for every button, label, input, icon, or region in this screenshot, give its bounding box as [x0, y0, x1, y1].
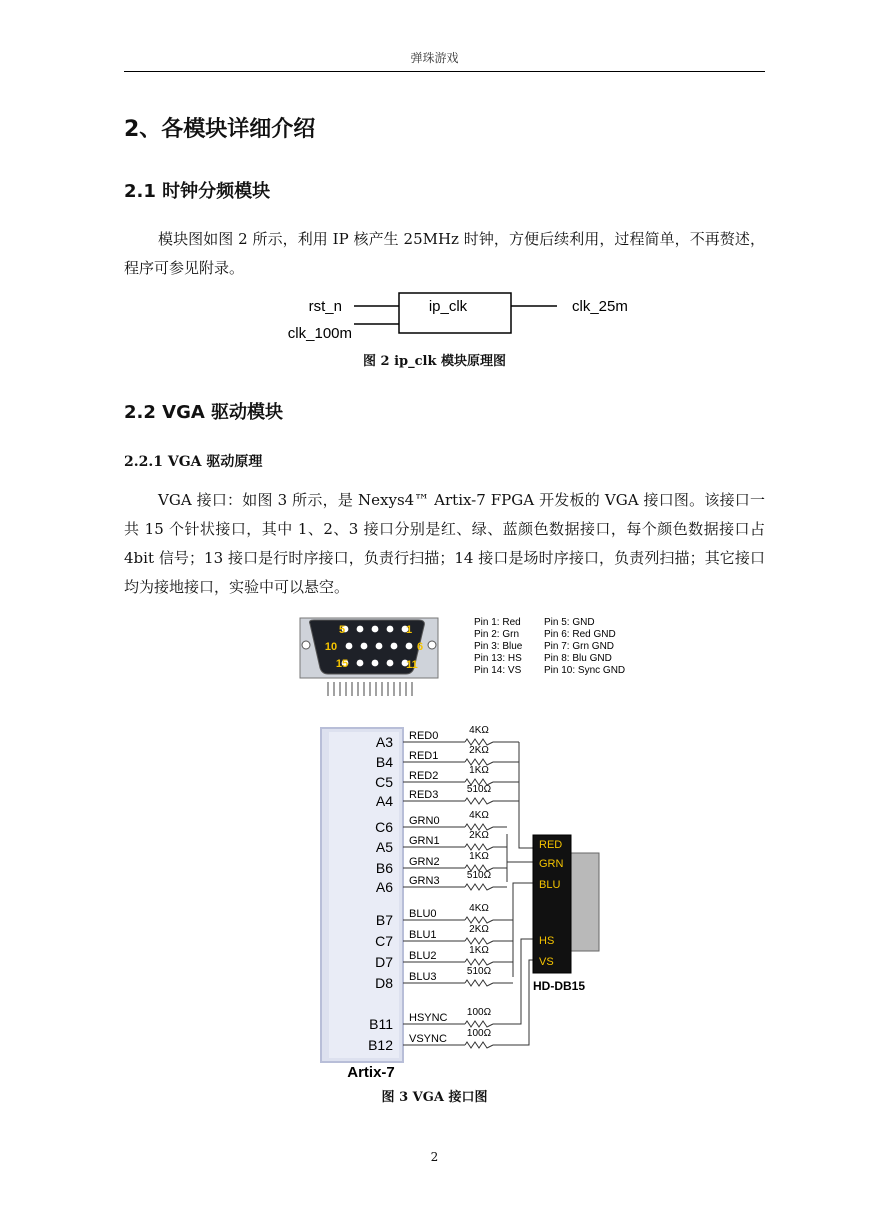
pin-hole: [387, 626, 394, 633]
pin-legend-left-3: Pin 3: Blue: [474, 641, 523, 652]
resistor-value: 510Ω: [466, 784, 492, 795]
fpga-pin-label: C6: [375, 819, 393, 835]
block-label: ip_clk: [428, 298, 468, 315]
pin-hole: [357, 626, 364, 633]
resistor-value: 100Ω: [466, 1007, 492, 1018]
ip-clk-diagram: [270, 288, 670, 348]
pin-hole: [346, 643, 353, 650]
resistor-value: 1KΩ: [469, 851, 489, 862]
pin-legend-right-2: Pin 6: Red GND: [544, 629, 616, 640]
fpga-pin-label: B4: [375, 754, 393, 770]
fpga-pin-label: B7: [375, 912, 393, 928]
pin-hole: [387, 660, 394, 667]
resistor-symbol: [465, 959, 493, 965]
resistor-value: 2KΩ: [469, 745, 489, 756]
net-label: GRN3: [409, 875, 440, 887]
pin-hole: [406, 643, 413, 650]
pin-legend-left-5: Pin 14: VS: [474, 665, 522, 676]
resistor-value: 2KΩ: [469, 924, 489, 935]
pin-number-6: 6: [416, 641, 424, 653]
connector-pin-blu: BLU: [539, 879, 561, 891]
running-header: 弹珠游戏: [410, 51, 459, 65]
vga-schematic: [315, 722, 615, 1087]
pin-legend-left-2: Pin 2: Grn: [474, 629, 520, 640]
pin-hole: [376, 643, 383, 650]
fpga-pin-label: A4: [375, 793, 393, 809]
pin-number-5: 5: [338, 624, 346, 636]
resistor-value: 100Ω: [466, 1028, 492, 1039]
resistor-symbol: [465, 980, 493, 986]
fpga-pin-label: B6: [375, 860, 393, 876]
resistor-symbol: [465, 1021, 493, 1027]
resistor-value: 4KΩ: [469, 903, 489, 914]
net-label: RED3: [409, 789, 439, 801]
fpga-pin-label: B12: [368, 1037, 393, 1053]
connector-pin-hs: HS: [539, 935, 555, 947]
pin-number-1: 1: [405, 624, 413, 636]
db15-shell: [571, 853, 599, 951]
input-label-clk: clk_100m: [287, 325, 352, 342]
pin-hole: [372, 660, 379, 667]
vga-connector-figure: [298, 610, 648, 700]
section-heading: 2、各模块详细介绍: [124, 117, 316, 142]
output-label: clk_25m: [572, 298, 628, 315]
net-label: GRN1: [409, 835, 440, 847]
connector-label: HD-DB15: [533, 979, 586, 993]
fpga-pin-label: C5: [375, 774, 393, 790]
net-label: RED0: [409, 730, 439, 742]
resistor-value: 510Ω: [466, 870, 492, 881]
input-label-rst: rst_n: [308, 298, 342, 315]
resistor-symbol: [465, 798, 493, 804]
db15-connector: [533, 835, 571, 973]
fpga-pin-label: A5: [375, 839, 393, 855]
subsubsection-heading-vga-principle: 2.2.1 VGA 驱动原理: [124, 454, 263, 470]
fpga-pin-label: D7: [375, 954, 393, 970]
pin-legend-right-4: Pin 8: Blu GND: [544, 653, 612, 664]
pin-legend-left-4: Pin 13: HS: [474, 653, 522, 664]
resistor-value: 4KΩ: [469, 725, 489, 736]
pin-hole: [361, 643, 368, 650]
net-label: BLU0: [409, 908, 437, 920]
fpga-pin-label: A6: [375, 879, 393, 895]
net-label: RED1: [409, 750, 439, 762]
net-label: BLU1: [409, 929, 437, 941]
pin-number-15: 15: [335, 658, 349, 670]
resistor-value: 1KΩ: [469, 765, 489, 776]
resistor-value: 2KΩ: [469, 830, 489, 841]
fpga-pin-label: B11: [369, 1016, 393, 1032]
net-label: VSYNC: [409, 1033, 447, 1045]
fpga-pin-label: C7: [375, 933, 393, 949]
header-rule: [124, 71, 765, 72]
pin-legend-right-5: Pin 10: Sync GND: [544, 665, 626, 676]
net-label: BLU2: [409, 950, 437, 962]
figure-3-caption: 图 3 VGA 接口图: [381, 1090, 488, 1105]
resistor-value: 1KΩ: [469, 945, 489, 956]
subsection-heading-clock: 2.1 时钟分频模块: [124, 181, 271, 202]
pin-hole: [372, 626, 379, 633]
fpga-pin-label: D8: [375, 975, 393, 991]
resistor-value: 510Ω: [466, 966, 492, 977]
fpga-label: Artix-7: [347, 1064, 395, 1081]
fpga-pin-label: A3: [375, 734, 393, 750]
paragraph-clock: 模块图如图 2 所示，利用 IP 核产生 25MHz 时钟，方便后续利用，过程简单，不再赘述，程序可参见附录。: [124, 230, 765, 277]
resistor-symbol: [465, 844, 493, 850]
pin-legend-left-1: Pin 1: Red: [474, 617, 521, 628]
page-number: 2: [430, 1150, 439, 1164]
connector-pin-grn: GRN: [539, 858, 564, 870]
resistor-symbol: [465, 917, 493, 923]
net-label: BLU3: [409, 971, 437, 983]
resistor-symbol: [465, 884, 493, 890]
net-label: HSYNC: [409, 1012, 448, 1024]
subsection-heading-vga: 2.2 VGA 驱动模块: [124, 402, 284, 423]
resistor-symbol: [465, 1042, 493, 1048]
pin-number-11: 11: [406, 659, 418, 671]
net-label: GRN2: [409, 856, 440, 868]
connector-pin-vs: VS: [539, 956, 554, 968]
pin-number-10: 10: [324, 641, 338, 653]
pin-legend-right-1: Pin 5: GND: [544, 617, 595, 628]
figure-2-caption: 图 2 ip_clk 模块原理图: [362, 354, 506, 369]
resistor-value: 4KΩ: [469, 810, 489, 821]
net-label: GRN0: [409, 815, 440, 827]
connector-pin-red: RED: [539, 839, 563, 851]
paragraph-vga: VGA 接口：如图 3 所示，是 Nexys4™ Artix-7 FPGA 开发板的 VGA 接口图。该接口一共 15 个针状接口，其中 1、2、3 接口分别是红、绿、蓝颜色数据接口，每个颜色数据接口占 4bit 信号；13 接口是行时序接口，负责行扫描；14 接口是场时序接口，负责列扫描；其它接口均为接地接口，实验中可以悬空。: [124, 491, 765, 596]
resistor-symbol: [465, 938, 493, 944]
pin-hole: [357, 660, 364, 667]
pin-hole: [391, 643, 398, 650]
net-label: RED2: [409, 770, 439, 782]
pin-legend-right-3: Pin 7: Grn GND: [544, 641, 615, 652]
